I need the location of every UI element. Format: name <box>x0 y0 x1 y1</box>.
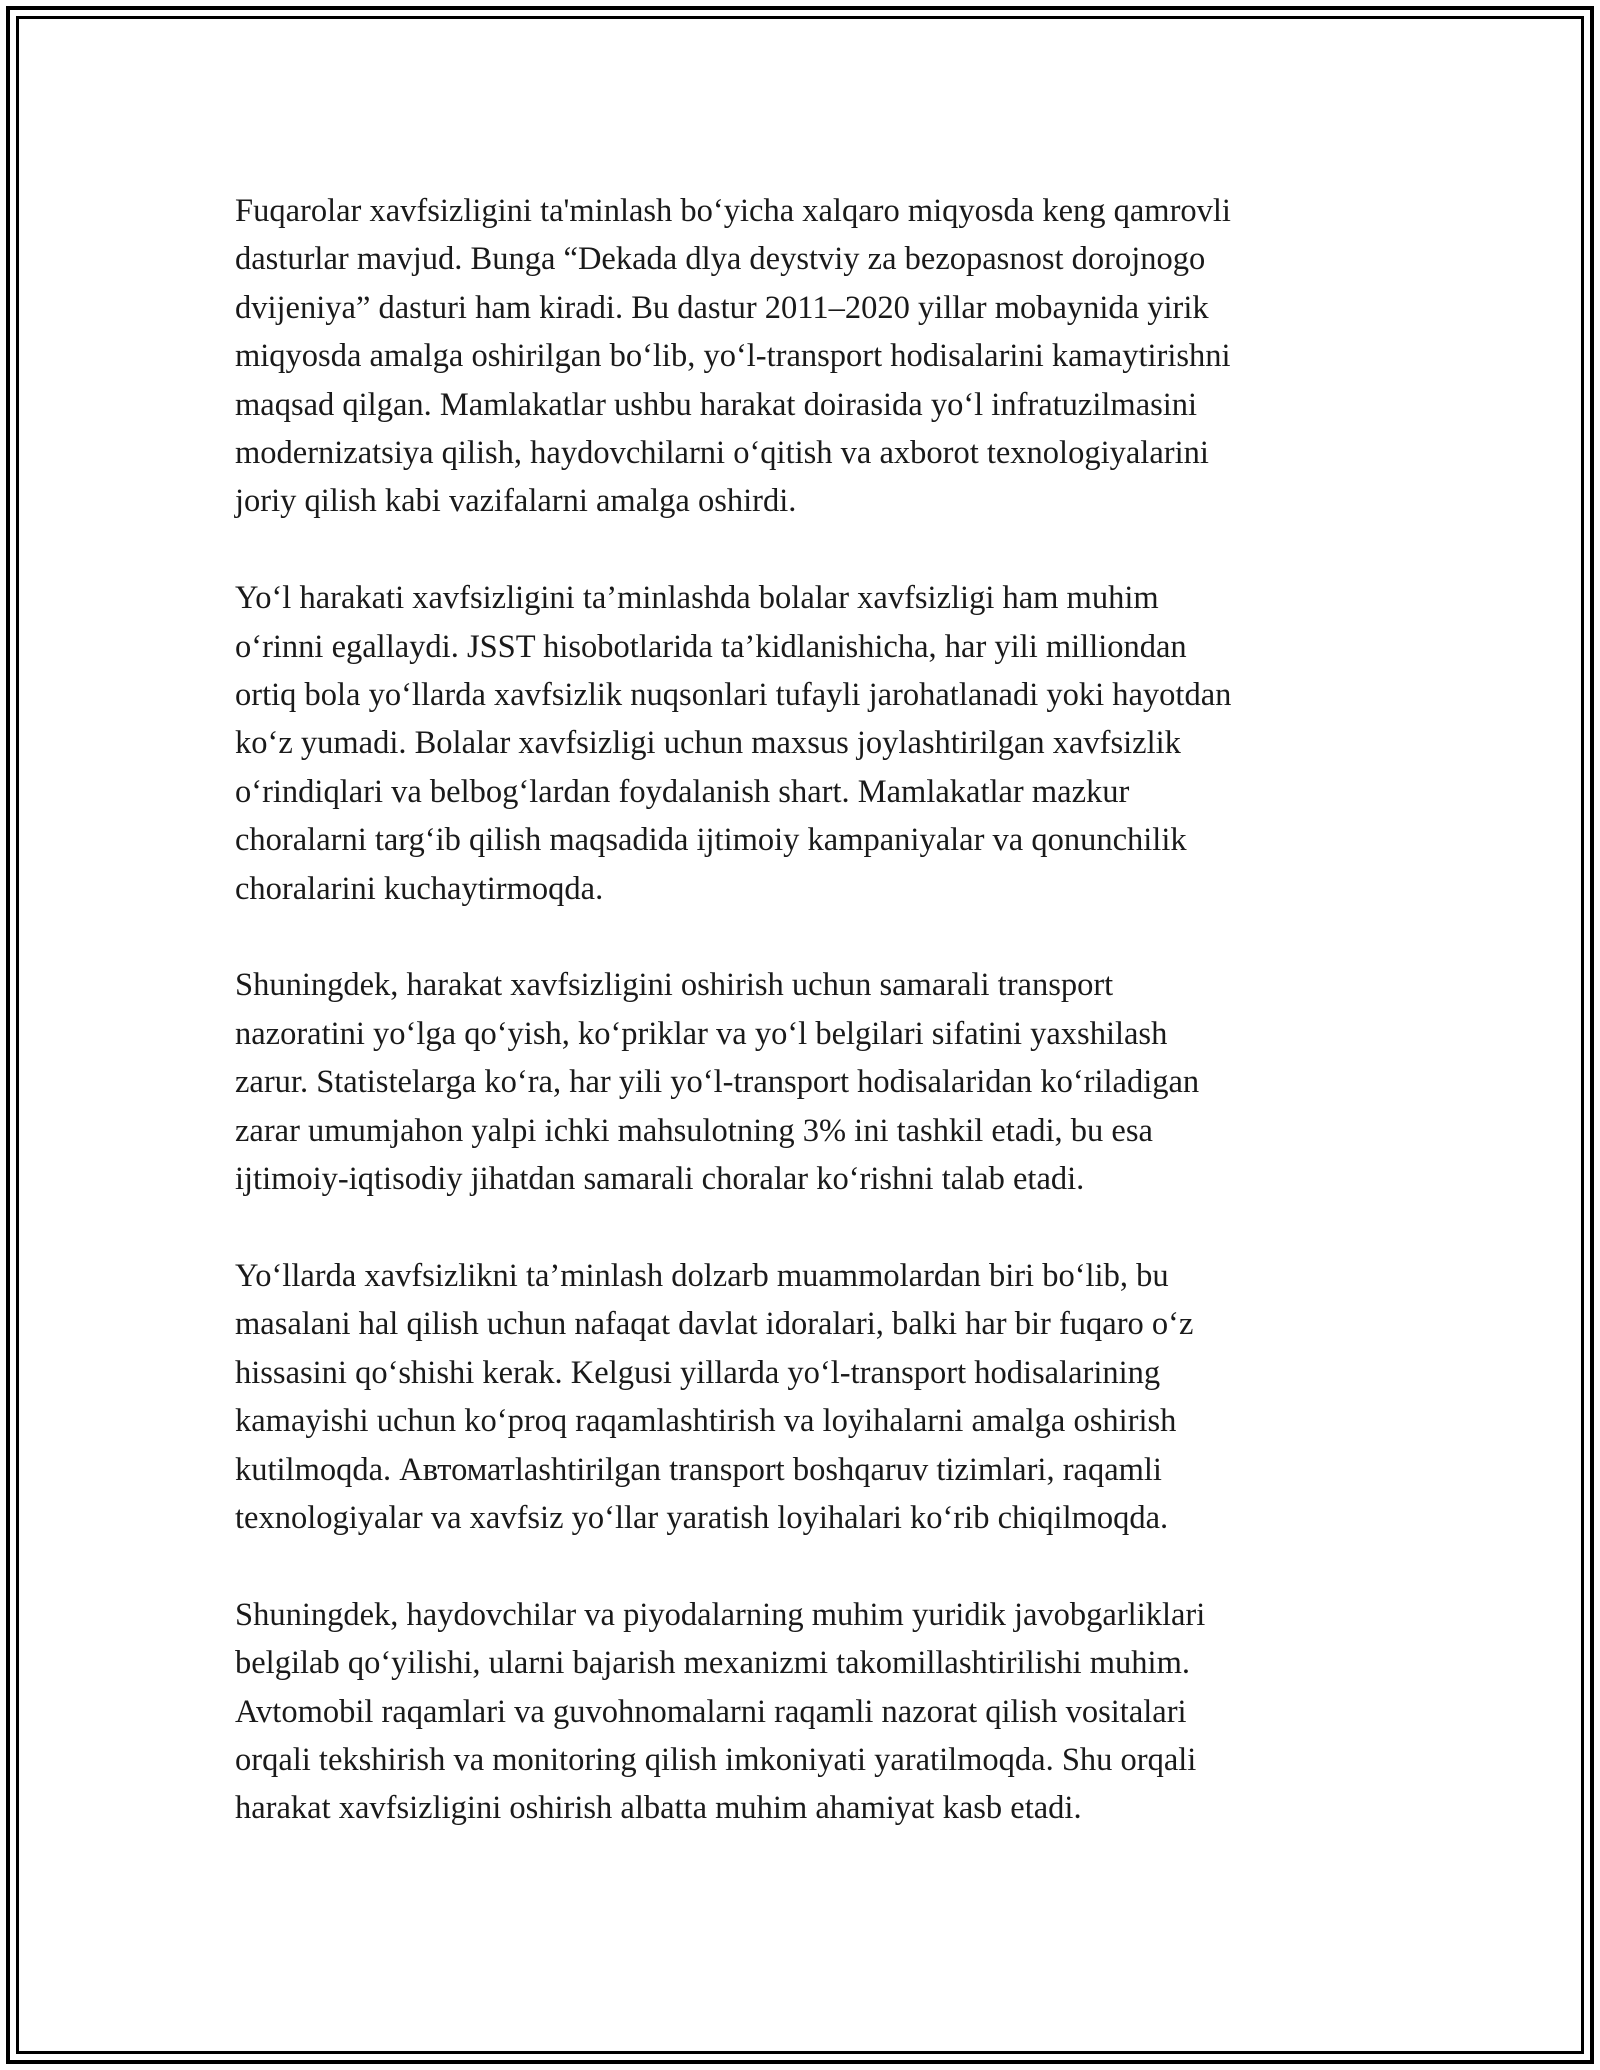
paragraph-4: Yo‘llarda xavfsizlikni ta’minlash dolzarb muammolardan biri bo‘lib, bu masalani hal qilish uchun nafaqat davlat idoralari, balki har bir fuqaro o‘z hissasini qo‘shishi kerak. Kelgusi yillarda yo‘l-transport hodisalarining kamayishi uchun ko‘proq raqamlashtirish va loyihalarni amalga oshirish kutilmoqda. Автоматlashtirilgan transport boshqaruv tizimlari, raqamli texnologiyalar va xavfsiz yo‘llar yaratish loyihalari ko‘rib chiqilmoqda. <box>235 1257 1194 1536</box>
paragraph-3: Shuningdek, harakat xavfsizligini oshirish uchun samarali transport nazoratini yo‘lga qo‘yish, ko‘priklar va yo‘l belgilari sifatini yaxshilash zarur. Statistelarga ko‘ra, har yili yo‘l-transport hodisalaridan ko‘riladigan zarar umumjahon yalpi ichki mahsulotning 3% ini tashkil etadi, bu esa ijtimoiy-iqtisodiy jihatdan samarali choralar ko‘rishni talab etadi. <box>235 967 1200 1198</box>
paragraph-5: Shuningdek, haydovchilar va piyodalarning muhim yuridik javobgarliklari belgilab qo‘yilishi, ularni bajarish mexanizmi takomillashtirilishi muhim. Avtomobil raqamlari va guvohnomalarni raqamli nazorat qilish vositalari orqali tekshirish va monitoring qilish imkoniyati yaratilmoqda. Shu orqali harakat xavfsizligini oshirish albatta muhim ahamiyat kasb etadi. <box>235 1596 1206 1827</box>
document-body <box>235 187 1385 1833</box>
paragraph-1: Fuqarolar xavfsizligini ta'minlash bo‘yicha xalqaro miqyosda keng qamrovli dasturlar mavjud. Bunga “Dekada dlya deystviy za bezopasnost dorojnogo dvijeniya” dasturi ham kiradi. Bu dastur 2011–2020 yillar mobaynida yirik miqyosda amalga oshirilgan bo‘lib, yo‘l-transport hodisalarini kamaytirishni maqsad qilgan. Mamlakatlar ushbu harakat doirasida yo‘l infratuzilmasini modernizatsiya qilish, haydovchilarni o‘qitish va axborot texnologiyalarini joriy qilish kabi vazifalarni amalga oshirdi. <box>235 193 1231 520</box>
paragraph-2: Yo‘l harakati xavfsizligini ta’minlashda bolalar xavfsizligi ham muhim o‘rinni egallaydi. JSST hisobotlarida ta’kidlanishicha, har yili milliondan ortiq bola yo‘llarda xavfsizlik nuqsonlari tufayli jarohatlanadi yoki hayotdan ko‘z yumadi. Bolalar xavfsizligi uchun maxsus joylashtirilgan xavfsizlik o‘rindiqlari va belbog‘lardan foydalanish shart. Mamlakatlar mazkur choralarni targ‘ib qilish maqsadida ijtimoiy kampaniyalar va qonunchilik choralarini kuchaytirmoqda. <box>235 580 1232 907</box>
